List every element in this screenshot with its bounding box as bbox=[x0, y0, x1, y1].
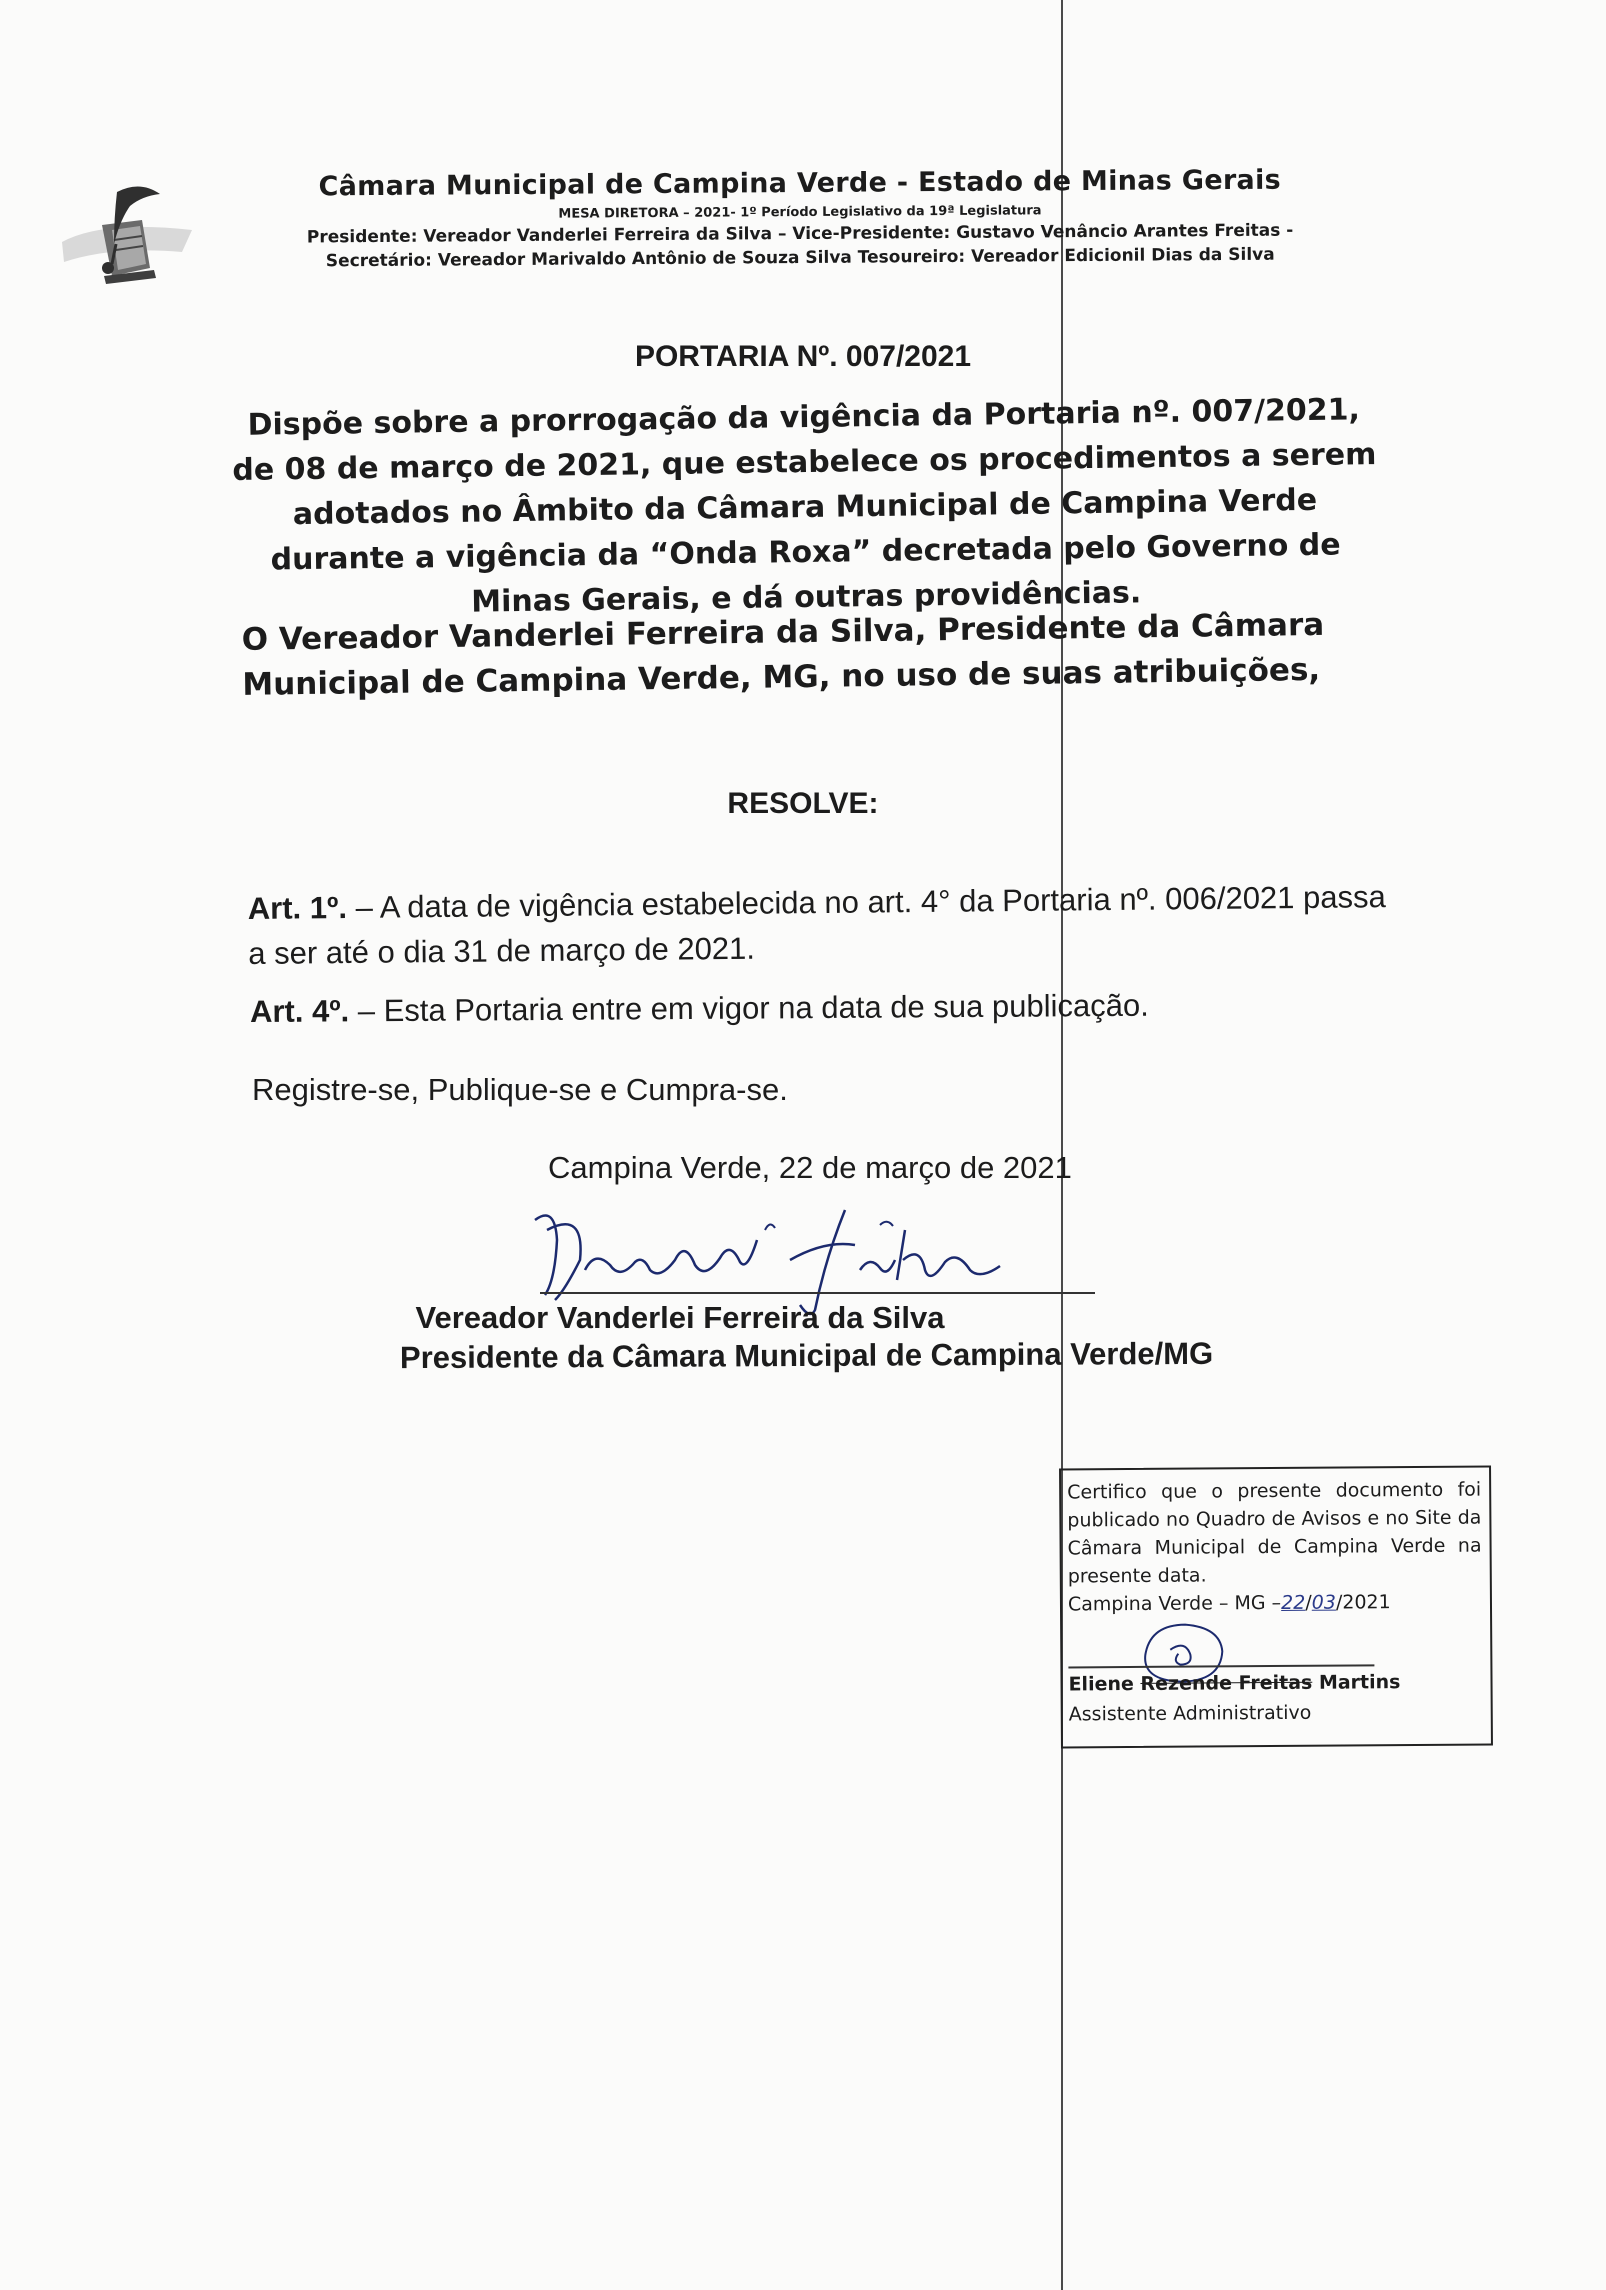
certificate-text: Certifico que o presente documento foi publicado no Quadro de Avisos e no Site da Câmara Municipal de Campina Verde na presente data. bbox=[1067, 1478, 1482, 1588]
ementa: Dispõe sobre a prorrogação da vigência da Portaria nº. 007/2021, de 08 de março de 2021, que estabelece os procedimentos a serem adotados no Âmbito da Câmara Municipal de Campina Verde durante a vigência da “Onda Roxa” decretada pelo Governo de Minas Gerais, e dá outras providências. bbox=[232, 392, 1377, 620]
certificate-month: 03 bbox=[1311, 1591, 1336, 1614]
board-members-line-2: Secretário: Vereador Marivaldo Antônio de Souza Silva Tesoureiro: Vereador Edicionil Dias da Silva bbox=[325, 244, 1275, 272]
publication-certificate bbox=[1059, 1465, 1493, 1748]
article-1-text: – A data de vigência estabelecida no art. 4° da Portaria nº. 006/2021 passa a ser até o dia 31 de março de 2021. bbox=[248, 879, 1386, 972]
article-4-text: – Esta Portaria entre em vigor na data de sua publicação. bbox=[349, 987, 1149, 1029]
institution-name: Câmara Municipal de Campina Verde - Estado de Minas Gerais bbox=[318, 164, 1282, 203]
certificate-day: 22 bbox=[1281, 1591, 1306, 1614]
certificate-signer-role: Assistente Administrativo bbox=[1068, 1701, 1312, 1726]
article-4-label: Art. 4º. bbox=[249, 993, 350, 1030]
certificate-date-separator: / bbox=[1305, 1591, 1312, 1614]
article-1-label: Art. 1º. bbox=[247, 889, 348, 927]
board-members-line-1: Presidente: Vereador Vanderlei Ferreira da Silva – Vice-Presidente: Gustavo Venâncio Arantes Freitas - bbox=[306, 220, 1294, 248]
certificate-year: /2021 bbox=[1335, 1591, 1391, 1614]
mesa-diretora: MESA DIRETORA – 2021- 1º Período Legislativo da 19ª Legislatura bbox=[558, 203, 1042, 222]
certificate-name-last: Martins bbox=[1312, 1671, 1401, 1694]
certificate-name-struck: Rezende Freitas bbox=[1140, 1671, 1313, 1695]
certificate-name-first: Eliene bbox=[1068, 1672, 1141, 1696]
certificate-signer-name bbox=[1068, 1668, 1400, 1698]
letterhead bbox=[240, 164, 1361, 272]
signature-line bbox=[540, 1292, 1095, 1294]
document-title: PORTARIA Nº. 007/2021 bbox=[634, 340, 972, 373]
certificate-place: Campina Verde – MG – bbox=[1067, 1591, 1282, 1616]
book-quill-logo-icon bbox=[42, 180, 197, 290]
resolve-heading: RESOLVE: bbox=[727, 787, 879, 820]
place-and-date: Campina Verde, 22 de março de 2021 bbox=[548, 1150, 1072, 1185]
signer-role: Presidente da Câmara Municipal de Campina Verde/MG bbox=[399, 1335, 1214, 1376]
article-4 bbox=[250, 986, 1400, 1030]
certificate-date-line bbox=[1068, 1588, 1482, 1619]
closing-formula: Registre-se, Publique-se e Cumpra-se. bbox=[252, 1072, 788, 1107]
preamble: O Vereador Vanderlei Ferreira da Silva, Presidente da Câmara Municipal de Campina Verde, MG, no uso de suas atribuições, bbox=[241, 606, 1325, 703]
signer-name: Vereador Vanderlei Ferreira da Silva bbox=[415, 1300, 945, 1335]
article-1 bbox=[248, 874, 1399, 976]
